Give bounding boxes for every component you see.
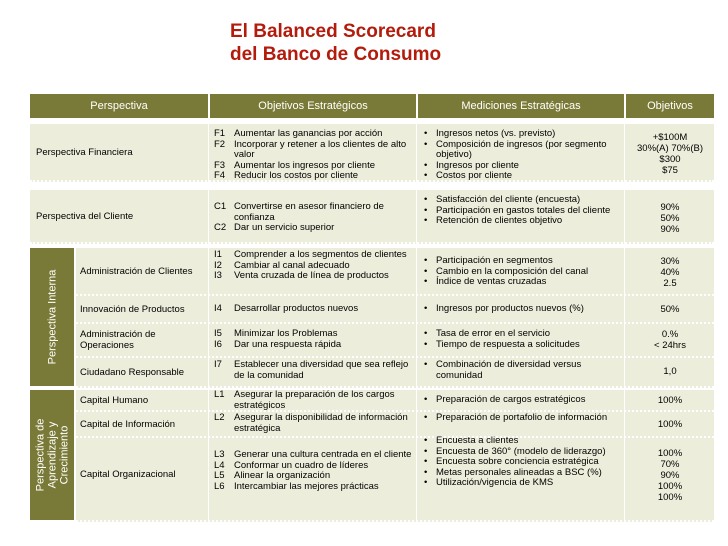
- header-mediciones-estrategicas: Mediciones Estratégicas: [418, 94, 624, 118]
- objective-code: L2: [214, 412, 225, 423]
- objective-code: F1: [214, 128, 226, 139]
- objectives-capital-organizacional: [214, 450, 414, 492]
- targets-innovacion: [626, 304, 714, 315]
- group-aprendizaje-line-1: Perspectiva de: [34, 418, 47, 492]
- objective-code: F4: [214, 170, 226, 181]
- row-label-capital-informacion: Capital de Información: [80, 418, 176, 430]
- group-aprendizaje-line-2: Aprendizaje y: [46, 421, 59, 489]
- target-value: 40%: [660, 267, 680, 278]
- measure-item: • Ingresos por cliente: [422, 161, 620, 172]
- objective-code: C1: [214, 201, 227, 212]
- targets-financiera: [626, 132, 714, 176]
- measures-ciudadano: [422, 360, 620, 381]
- objectives-capital-humano: [214, 390, 414, 411]
- target-value: 1,0: [663, 366, 677, 377]
- measures-operaciones: [422, 329, 620, 350]
- target-value: +$100M: [652, 132, 688, 143]
- objective-text: Minimizar los Problemas: [234, 328, 338, 339]
- objective-text: Dar una respuesta rápida: [234, 338, 342, 350]
- target-value: 70%: [660, 459, 680, 470]
- objective-text: Asegurar la preparación de los cargos estratégicos: [234, 389, 395, 411]
- measure-item: • Preparación de portafolio de información: [422, 413, 620, 424]
- group-perspectiva-aprendizaje-label: [34, 419, 70, 492]
- measures-capital-humano: [422, 395, 620, 406]
- measure-item: • Índice de ventas cruzadas: [422, 277, 620, 288]
- objective-text: Asegurar la disponibilidad de información estratégica: [234, 412, 408, 434]
- measure-item: • Ingresos por productos nuevos (%): [422, 304, 620, 315]
- measures-financiera: [422, 129, 620, 182]
- measure-item: • Cambio en la composición del canal: [422, 267, 620, 278]
- row-label-innovacion: Innovación de Productos: [80, 303, 185, 315]
- group-perspectiva-aprendizaje: [30, 390, 74, 520]
- target-value: 50%: [660, 304, 680, 315]
- target-value: 100%: [657, 492, 683, 503]
- measure-item: • Participación en segmentos: [422, 256, 620, 267]
- row-label-adm-clientes: Administración de Clientes: [80, 265, 193, 277]
- row-label-operaciones: Administración de Operaciones: [80, 329, 156, 351]
- objective-text: Establecer una diversidad que sea reflejo de la comunidad: [234, 359, 409, 381]
- target-value: < 24hrs: [654, 340, 686, 351]
- objective-code: I3: [214, 270, 222, 281]
- objective-text: Reducir los costos por cliente: [234, 170, 359, 181]
- targets-ciudadano: [626, 366, 714, 377]
- objective-code: L3: [214, 449, 225, 460]
- group-perspectiva-interna: [30, 248, 74, 386]
- objective-code: F3: [214, 159, 226, 171]
- measure-item: • Encuesta sobre conciencia estratégica: [422, 457, 620, 468]
- objective-code: I4: [214, 303, 222, 314]
- targets-cliente: [626, 202, 714, 235]
- measure-item: • Tasa de error en el servicio: [422, 329, 620, 340]
- measure-item: • Encuesta a clientes: [422, 436, 620, 447]
- objective-code: L6: [214, 480, 225, 492]
- target-value: 50%: [660, 213, 680, 224]
- measure-item: • Composición de ingresos (por segmento objetivo): [422, 140, 620, 161]
- targets-capital-humano: [626, 395, 714, 406]
- row-label-cliente: Perspectiva del Cliente: [36, 210, 134, 222]
- objective-code: F2: [214, 138, 226, 150]
- title-line-1: El Balanced Scorecard: [230, 21, 436, 42]
- objective-text: Aumentar las ganancias por acción: [234, 128, 383, 139]
- target-value: 100%: [657, 448, 683, 459]
- objective-text: Dar un servicio superior: [234, 222, 335, 233]
- targets-adm-clientes: [626, 256, 714, 289]
- target-value: 90%: [660, 224, 680, 235]
- group-perspectiva-interna-label: Perspectiva Interna: [46, 269, 58, 365]
- target-value: 30%(A) 70%(B): [637, 143, 703, 154]
- row-label-capital-organizacional: Capital Organizacional: [80, 468, 176, 480]
- measure-item: • Retención de clientes objetivo: [422, 216, 620, 227]
- objective-text: Aumentar los ingresos por cliente: [234, 159, 375, 171]
- header-objetivos: Objetivos: [626, 94, 714, 118]
- title-line-2: del Banco de Consumo: [230, 44, 442, 65]
- target-value: 90%: [660, 202, 680, 213]
- objective-code: I5: [214, 328, 222, 339]
- objective-text: Alinear la organización: [234, 470, 331, 481]
- measure-item: • Costos por cliente: [422, 171, 620, 182]
- column-separator: [624, 124, 625, 520]
- target-value: 100%: [657, 419, 683, 430]
- objective-code: L5: [214, 470, 225, 481]
- objective-text: Venta cruzada de línea de productos: [234, 270, 389, 281]
- objectives-adm-clientes: [214, 250, 414, 282]
- objective-code: L4: [214, 459, 225, 471]
- measure-item: • Participación en gastos totales del cliente: [422, 206, 620, 217]
- target-value: 0.%: [661, 329, 679, 340]
- measure-item: • Preparación de cargos estratégicos: [422, 395, 620, 406]
- group-aprendizaje-line-3: Crecimiento: [58, 425, 71, 485]
- measure-item: • Encuesta de 360° (modelo de liderazgo): [422, 447, 620, 458]
- measures-adm-clientes: [422, 256, 620, 288]
- objective-code: I7: [214, 359, 222, 370]
- objective-text: Generar una cultura centrada en el cliente: [234, 449, 412, 460]
- objectives-operaciones: [214, 329, 414, 350]
- objectives-ciudadano: [214, 360, 414, 381]
- objective-code: I2: [214, 259, 222, 271]
- row-label-capital-humano: Capital Humano: [80, 394, 149, 406]
- objective-code: I6: [214, 338, 222, 350]
- objective-code: C2: [214, 222, 227, 233]
- measures-capital-informacion: [422, 413, 620, 424]
- objective-code: I1: [214, 249, 222, 260]
- objective-text: Intercambiar las mejores prácticas: [234, 480, 379, 492]
- measure-item: • Satisfacción del cliente (encuesta): [422, 195, 620, 206]
- targets-capital-organizacional: [626, 448, 714, 503]
- target-value: 100%: [657, 481, 683, 492]
- measure-item: • Utilización/vigencia de KMS: [422, 478, 620, 489]
- measures-cliente: [422, 195, 620, 227]
- target-value: 30%: [660, 256, 680, 267]
- measures-innovacion: [422, 304, 620, 315]
- column-separator: [208, 124, 209, 520]
- objective-text: Incorporar y retener a los clientes de alto valor: [234, 138, 407, 160]
- measure-item: • Ingresos netos (vs. previsto): [422, 129, 620, 140]
- target-value: 90%: [660, 470, 680, 481]
- measures-capital-organizacional: [422, 436, 620, 489]
- column-separator: [416, 124, 417, 520]
- target-value: 2.5: [663, 278, 677, 289]
- measure-item: • Tiempo de respuesta a solicitudes: [422, 340, 620, 351]
- targets-operaciones: [626, 329, 714, 351]
- objectives-innovacion: [214, 304, 414, 315]
- target-value: $300: [659, 154, 681, 165]
- header-perspectiva: Perspectiva: [30, 94, 208, 118]
- row-label-financiera: Perspectiva Financiera: [36, 146, 133, 158]
- target-value: 100%: [657, 395, 683, 406]
- objectives-financiera: [214, 129, 414, 182]
- objective-code: L1: [214, 389, 225, 400]
- objective-text: Convertirse en asesor financiero de confianza: [234, 201, 384, 223]
- measure-item: • Combinación de diversidad versus comunidad: [422, 360, 620, 381]
- header-objetivos-estrategicos: Objetivos Estratégicos: [210, 94, 416, 118]
- objective-text: Cambiar al canal adecuado: [234, 259, 350, 271]
- objectives-capital-informacion: [214, 413, 414, 434]
- row-label-ciudadano: Ciudadano Responsable: [80, 366, 185, 378]
- objective-text: Conformar un cuadro de líderes: [234, 459, 369, 471]
- objectives-cliente: [214, 202, 414, 234]
- target-value: $75: [662, 165, 678, 176]
- objective-text: Comprender a los segmentos de clientes: [234, 249, 407, 260]
- targets-capital-informacion: [626, 419, 714, 430]
- measure-item: • Metas personales alineadas a BSC (%): [422, 468, 620, 479]
- objective-text: Desarrollar productos nuevos: [234, 303, 359, 314]
- page-title: [230, 20, 441, 66]
